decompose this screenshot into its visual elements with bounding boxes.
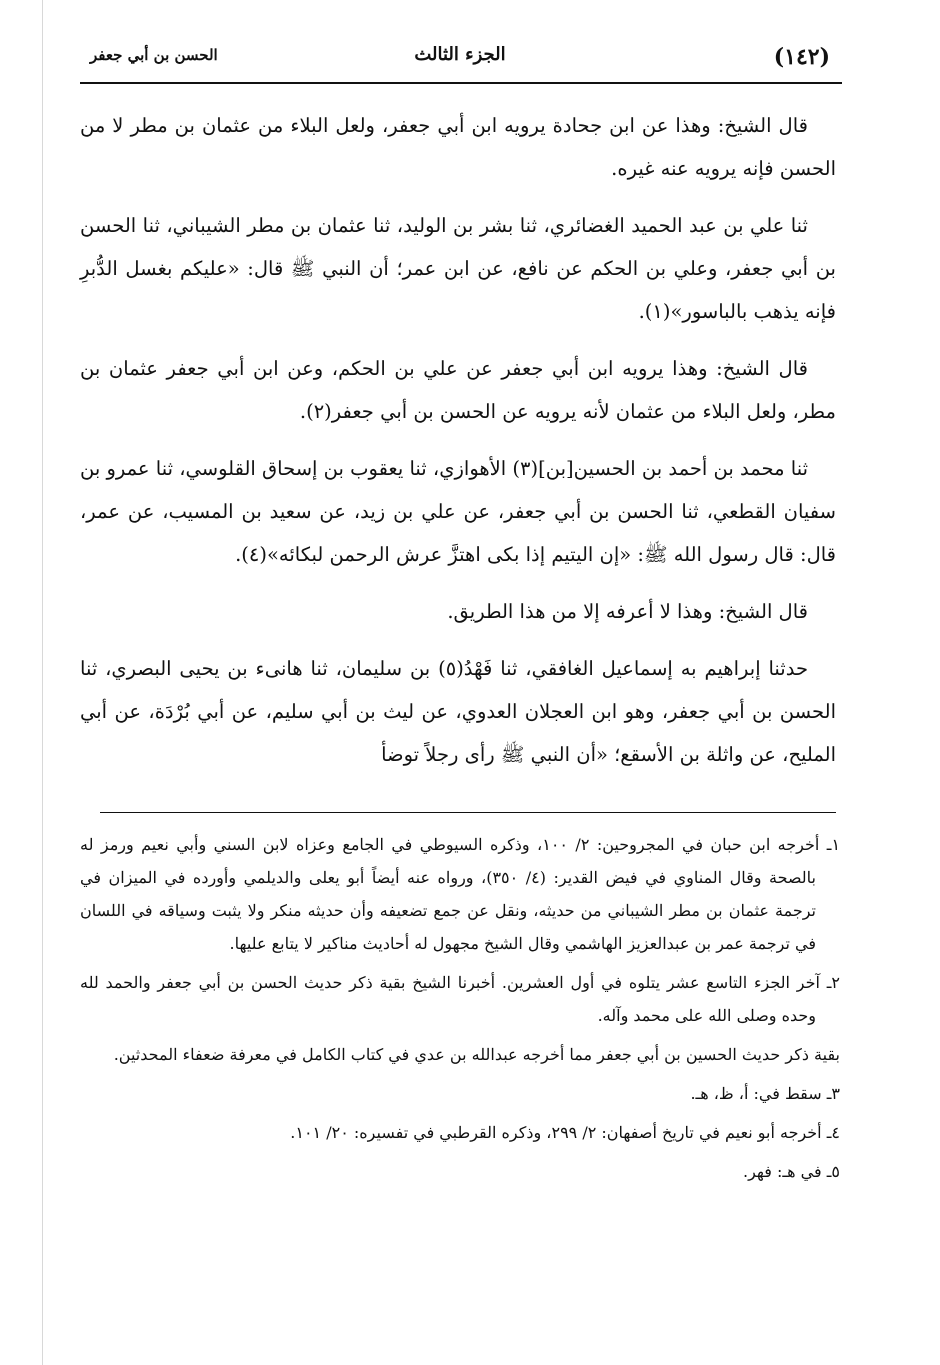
paragraph: ثنا محمد بن أحمد بن الحسين[بن](٣) الأهوازي، ثنا يعقوب بن إسحاق القلوسي، ثنا عمرو بن سفيان القطعي، ثنا الحسن بن أبي جعفر، عن علي بن زيد، عن سعيد بن المسيب، عن عمر، قال: قال رسول الله ﷺ: «إن اليتيم إذا بكى اهتزَّ عرش الرحمن لبكائه»(٤). bbox=[80, 457, 836, 566]
footnote-separator bbox=[100, 812, 836, 813]
footnote-5: ٥ـ في هـ: فهر. bbox=[743, 1162, 840, 1181]
running-title: الحسن بن أبي جعفر bbox=[90, 46, 218, 64]
header-rule bbox=[80, 82, 842, 84]
footnote-2: ٢ـ آخر الجزء التاسع عشر يتلوه في أول العشرين. أخبرنا الشيخ بقية ذكر حديث الحسن بن أبي جعفر والحمد لله وحده وصلى الله على محمد وآله. bbox=[80, 973, 840, 1025]
footnote-2-continuation: بقية ذكر حديث الحسين بن أبي جعفر مما أخرجه عبدالله بن عدي في كتاب الكامل في معرفة ضعفاء المحدثين. bbox=[113, 1045, 840, 1064]
page-header bbox=[80, 40, 840, 84]
volume-title: الجزء الثالث bbox=[414, 44, 506, 65]
scan-margin-line bbox=[42, 0, 43, 1365]
paragraph: قال الشيخ: وهذا يرويه ابن أبي جعفر عن علي بن الحكم، وعن ابن أبي جعفر عثمان بن مطر، ولعل البلاء من عثمان لأنه يرويه عن الحسن بن أبي جعفر(٢). bbox=[80, 357, 836, 423]
footnote-3: ٣ـ سقط في: أ، ظ، هـ. bbox=[690, 1084, 840, 1103]
paragraph: ثنا علي بن عبد الحميد الغضائري، ثنا بشر بن الوليد، ثنا عثمان بن مطر الشيباني، ثنا الحسن بن أبي جعفر، وعلي بن الحكم عن نافع، عن ابن عمر؛ أن النبي ﷺ قال: «عليكم بغسل الدُّبرِ فإنه يذهب بالباسور»(١). bbox=[80, 214, 836, 323]
footnote-1: ١ـ أخرجه ابن حبان في المجروحين: ٢/ ١٠٠، وذكره السيوطي في الجامع وعزاه لابن السني وأبي نعيم ورمز له بالصحة وقال المناوي في فيض القدير: (٤/ ٣٥٠)، ورواه عنه أيضاً أبو يعلى والديلمي وأورده في الميزان في ترجمة عثمان بن مطر الشيباني من حديثه، ونقل عن جمع تضعيفه وأن حديثه منكر ولا يثبت وسياقه في اللسان في ترجمة عمر بن عبدالعزيز الهاشمي وقال الشيخ مجهول له أحاديث مناكير لا يتابع عليها. bbox=[80, 835, 841, 953]
paragraph: قال الشيخ: وهذا لا أعرفه إلا من هذا الطريق. bbox=[447, 600, 808, 623]
paragraph: قال الشيخ: وهذا عن ابن جحادة يرويه ابن أبي جعفر، ولعل البلاء من عثمان بن مطر لا من الحسن فإنه يرويه عنه غيره. bbox=[80, 114, 836, 180]
paragraph: حدثنا إبراهيم به إسماعيل الغافقي، ثنا فَهْدُ(٥) بن سليمان، ثنا هانىء بن يحيى البصري، ثنا الحسن بن أبي جعفر، وهو ابن العجلان العدوي، عن ليث بن أبي سليم، عن أبي بُرْدَة، عن أبي المليح، عن واثلة بن الأسقع؛ «أن النبي ﷺ رأى رجلاً توضأ bbox=[80, 657, 836, 766]
page-number: (١٤٢) bbox=[773, 44, 830, 70]
main-text bbox=[80, 104, 836, 790]
footnotes bbox=[80, 828, 840, 1194]
footnote-4: ٤ـ أخرجه أبو نعيم في تاريخ أصفهان: ٢/ ٢٩٩، وذكره القرطبي في تفسيره: ٢٠/ ١٠١. bbox=[290, 1123, 840, 1142]
